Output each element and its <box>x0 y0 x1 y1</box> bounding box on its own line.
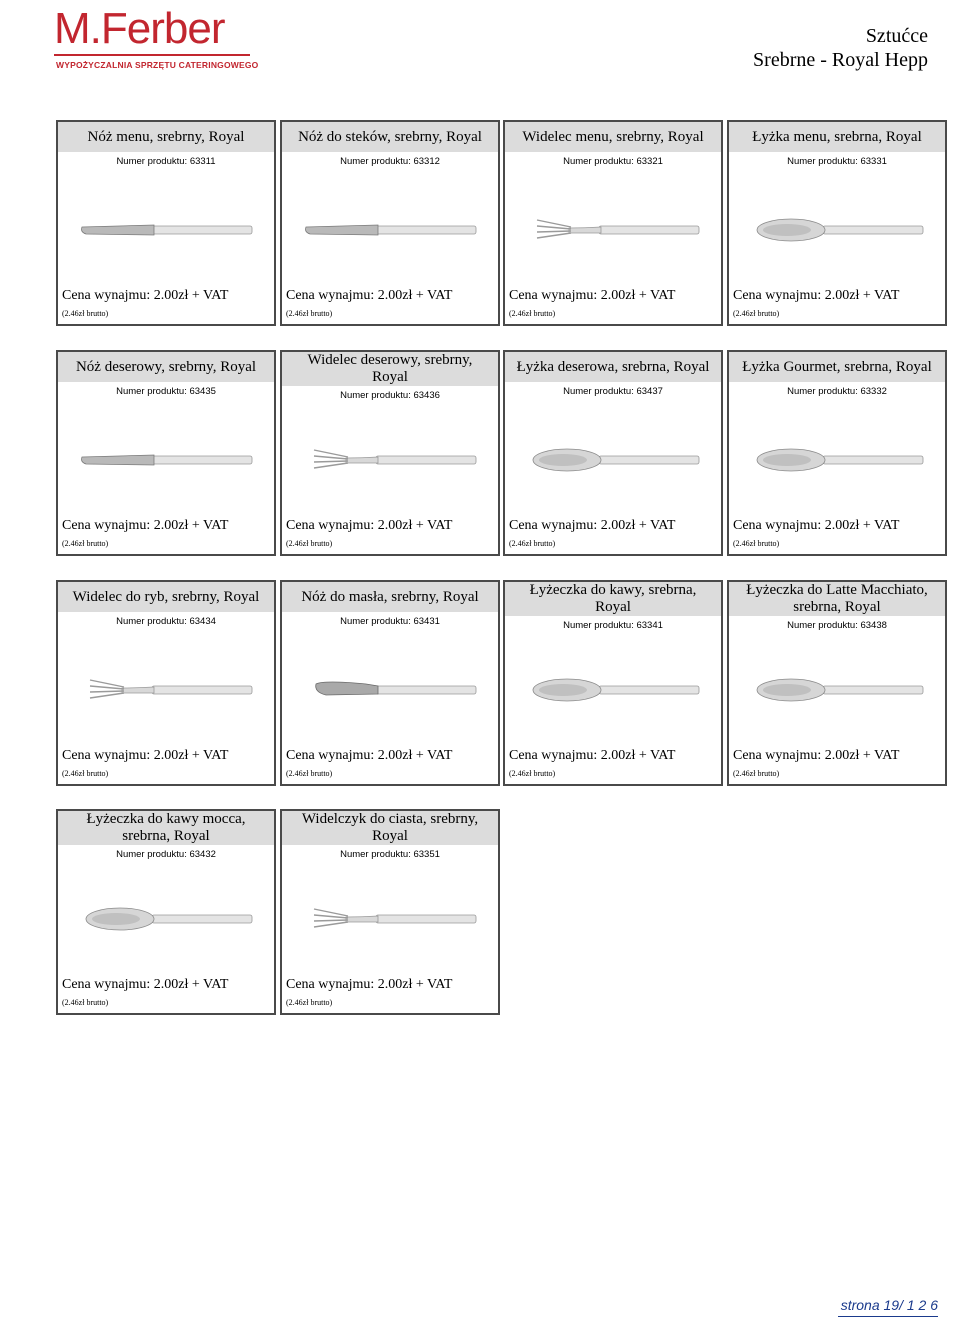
fork-icon <box>296 432 486 488</box>
product-price: Cena wynajmu: 2.00zł + VAT <box>509 288 676 303</box>
product-gross-price: (2.46zł brutto) <box>62 309 109 318</box>
brand-logo <box>52 4 262 72</box>
product-gross-price: (2.46zł brutto) <box>733 539 780 548</box>
product-gross-price: (2.46zł brutto) <box>509 309 556 318</box>
product-price: Cena wynajmu: 2.00zł + VAT <box>509 518 676 533</box>
product-price: Cena wynajmu: 2.00zł + VAT <box>733 288 900 303</box>
product-price: Cena wynajmu: 2.00zł + VAT <box>509 748 676 763</box>
page-title: Sztućce <box>865 25 928 47</box>
product-code: Numer produktu: 63341 <box>563 620 663 631</box>
spoon-icon <box>743 432 933 488</box>
product-code: Numer produktu: 63432 <box>116 849 216 860</box>
product-gross-price: (2.46zł brutto) <box>286 539 333 548</box>
product-price: Cena wynajmu: 2.00zł + VAT <box>286 977 453 992</box>
steak-knife-icon <box>296 202 486 258</box>
product-card <box>727 120 947 326</box>
page-number: strona 19/ 1 2 6 <box>840 1297 938 1313</box>
product-name: Nóż do masła, srebrny, Royal <box>282 582 498 612</box>
product-gross-price: (2.46zł brutto) <box>62 769 109 778</box>
product-name: Łyżeczka do kawy mocca, srebrna, Royal <box>58 811 274 845</box>
product-gross-price: (2.46zł brutto) <box>286 309 333 318</box>
product-card <box>56 350 276 556</box>
product-code: Numer produktu: 63435 <box>116 386 216 397</box>
product-name: Łyżka menu, srebrna, Royal <box>729 122 945 152</box>
fork-icon <box>519 202 709 258</box>
product-price: Cena wynajmu: 2.00zł + VAT <box>286 748 453 763</box>
product-gross-price: (2.46zł brutto) <box>733 309 780 318</box>
product-card <box>56 809 276 1015</box>
product-gross-price: (2.46zł brutto) <box>286 998 333 1007</box>
product-name: Nóż menu, srebrny, Royal <box>58 122 274 152</box>
product-price: Cena wynajmu: 2.00zł + VAT <box>733 518 900 533</box>
product-name: Widelczyk do ciasta, srebrny, Royal <box>282 811 498 845</box>
product-name: Łyżka Gourmet, srebrna, Royal <box>729 352 945 382</box>
product-card <box>56 580 276 786</box>
product-card <box>280 350 500 556</box>
spoon-icon <box>743 662 933 718</box>
product-card <box>727 350 947 556</box>
product-code: Numer produktu: 63311 <box>116 156 216 167</box>
product-code: Numer produktu: 63332 <box>787 386 887 397</box>
page-subtitle: Srebrne - Royal Hepp <box>753 49 928 71</box>
knife-icon <box>72 432 262 488</box>
product-card <box>727 580 947 786</box>
brand-name: M.Ferber <box>54 4 225 53</box>
product-code: Numer produktu: 63437 <box>563 386 663 397</box>
product-code: Numer produktu: 63331 <box>787 156 887 167</box>
product-gross-price: (2.46zł brutto) <box>62 998 109 1007</box>
spoon-icon <box>519 432 709 488</box>
product-price: Cena wynajmu: 2.00zł + VAT <box>62 977 229 992</box>
product-name: Łyżeczka do Latte Macchiato, srebrna, Royal <box>729 582 945 616</box>
product-card <box>280 580 500 786</box>
product-price: Cena wynajmu: 2.00zł + VAT <box>286 518 453 533</box>
product-name: Nóż do steków, srebrny, Royal <box>282 122 498 152</box>
product-price: Cena wynajmu: 2.00zł + VAT <box>286 288 453 303</box>
brand-divider <box>54 54 250 56</box>
product-card <box>280 120 500 326</box>
knife-icon <box>72 202 262 258</box>
product-name: Widelec do ryb, srebrny, Royal <box>58 582 274 612</box>
product-price: Cena wynajmu: 2.00zł + VAT <box>62 748 229 763</box>
product-price: Cena wynajmu: 2.00zł + VAT <box>733 748 900 763</box>
footer-underline <box>838 1316 938 1317</box>
spoon-icon <box>519 662 709 718</box>
product-code: Numer produktu: 63438 <box>787 620 887 631</box>
product-code: Numer produktu: 63321 <box>563 156 663 167</box>
page-footer <box>835 1291 950 1319</box>
product-code: Numer produktu: 63312 <box>340 156 440 167</box>
product-gross-price: (2.46zł brutto) <box>509 539 556 548</box>
product-gross-price: (2.46zł brutto) <box>286 769 333 778</box>
product-card <box>503 580 723 786</box>
spoon-icon <box>743 202 933 258</box>
product-name: Widelec deserowy, srebrny, Royal <box>282 352 498 386</box>
product-name: Łyżeczka do kawy, srebrna, Royal <box>505 582 721 616</box>
product-gross-price: (2.46zł brutto) <box>509 769 556 778</box>
brand-tagline: WYPOŻYCZALNIA SPRZĘTU CATERINGOWEGO <box>56 60 259 70</box>
product-gross-price: (2.46zł brutto) <box>62 539 109 548</box>
product-code: Numer produktu: 63436 <box>340 390 440 401</box>
product-card <box>280 809 500 1015</box>
page-header <box>753 24 928 72</box>
spoon-icon <box>72 891 262 947</box>
product-name: Widelec menu, srebrny, Royal <box>505 122 721 152</box>
product-name: Nóż deserowy, srebrny, Royal <box>58 352 274 382</box>
fork-icon <box>296 891 486 947</box>
fork-icon <box>72 662 262 718</box>
product-gross-price: (2.46zł brutto) <box>733 769 780 778</box>
product-price: Cena wynajmu: 2.00zł + VAT <box>62 288 229 303</box>
product-card <box>56 120 276 326</box>
product-card <box>503 350 723 556</box>
product-card <box>503 120 723 326</box>
product-price: Cena wynajmu: 2.00zł + VAT <box>62 518 229 533</box>
butter-knife-icon <box>296 662 486 718</box>
product-code: Numer produktu: 63351 <box>340 849 440 860</box>
product-code: Numer produktu: 63434 <box>116 616 216 627</box>
product-name: Łyżka deserowa, srebrna, Royal <box>505 352 721 382</box>
product-code: Numer produktu: 63431 <box>340 616 440 627</box>
